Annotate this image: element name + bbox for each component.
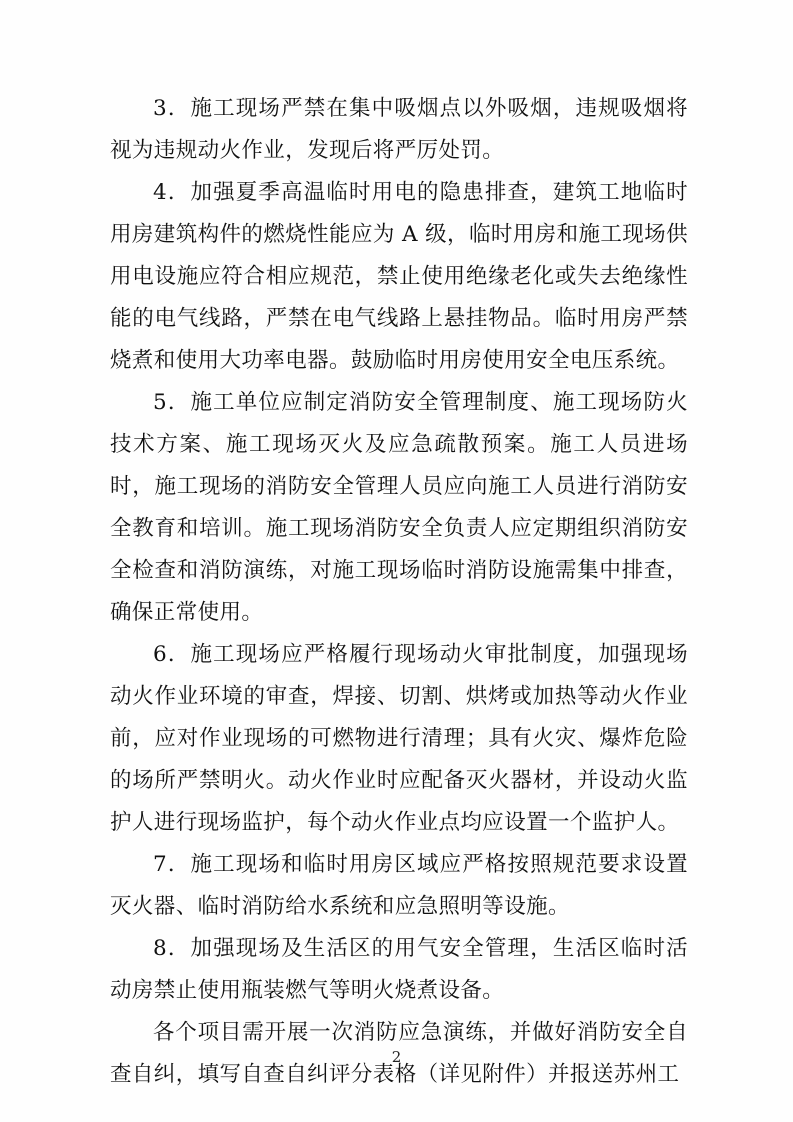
page-number: 2 <box>391 1048 402 1066</box>
paragraph-4: 4．加强夏季高温临时用电的隐患排查，建筑工地临时用房建筑构件的燃烧性能应为 A 级，临时用房和施工现场供用电设施应符合相应规范，禁止使用绝缘老化或失去绝缘性能的电气线路，严禁在电气线路上悬挂物品。临时用房严禁烧煮和使用大功率电器。鼓励临时用房使用安全电压系统。 <box>110 180 688 373</box>
document-body <box>110 88 688 1096</box>
paragraph-6: 6．施工现场应严格履行现场动火审批制度，加强现场动火作业环境的审查，焊接、切割、烘烤或加热等动火作业前，应对作业现场的可燃物进行清理；具有火灾、爆炸危险的场所严禁明火。动火作业时应配备灭火器材，并设动火监护人进行现场监护，每个动火作业点均应设置一个监护人。 <box>110 642 688 835</box>
paragraph-closing: 各个项目需开展一次消防应急演练，并做好消防安全自查自纠，填写自查自纠评分表格（详见附件）并报送苏州工 <box>110 1020 688 1087</box>
paragraph-7: 7．施工现场和临时用房区域应严格按照规范要求设置灭火器、临时消防给水系统和应急照明等设施。 <box>110 852 688 919</box>
paragraph-5: 5．施工单位应制定消防安全管理制度、施工现场防火技术方案、施工现场灭火及应急疏散预案。施工人员进场时，施工现场的消防安全管理人员应向施工人员进行消防安全教育和培训。施工现场消防安全负责人应定期组织消防安全检查和消防演练，对施工现场临时消防设施需集中排查，确保正常使用。 <box>110 390 688 625</box>
paragraph-8: 8．加强现场及生活区的用气安全管理，生活区临时活动房禁止使用瓶装燃气等明火烧煮设备。 <box>110 936 688 1003</box>
paragraph-3: 3．施工现场严禁在集中吸烟点以外吸烟，违规吸烟将视为违规动火作业，发现后将严厉处罚。 <box>110 96 688 163</box>
